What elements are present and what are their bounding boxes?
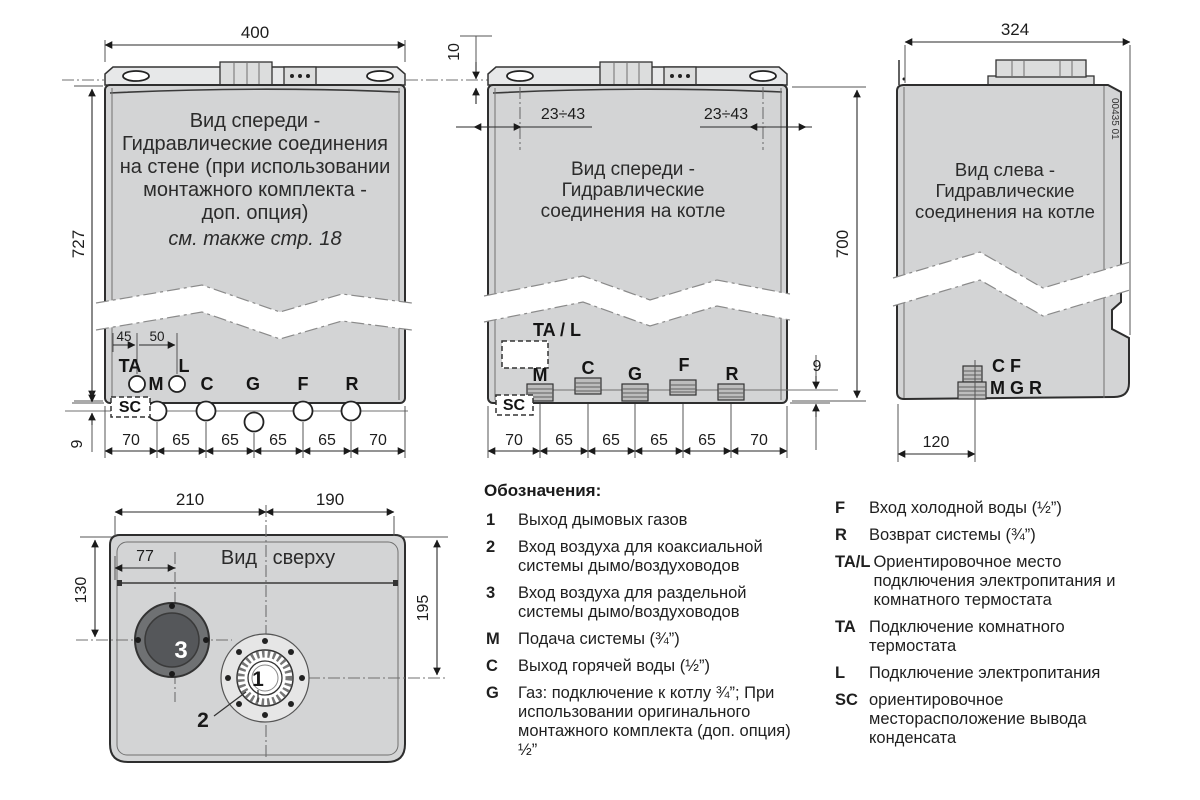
legend-column-2 <box>835 499 1127 756</box>
spacing: 65 <box>172 432 190 449</box>
pipe-stub-r <box>718 384 744 400</box>
legend-text: Ориентировочное место подключения электропитания и комнатного термостата <box>873 553 1116 609</box>
label-f: F <box>678 355 690 375</box>
label-r: R <box>725 364 739 384</box>
label-m: M <box>532 365 548 385</box>
title-line: на стене (при использовании <box>119 156 391 178</box>
dim-400: 400 <box>240 23 270 42</box>
hole-l <box>169 376 185 392</box>
dim-slot-right: 23÷43 <box>703 106 749 123</box>
legend-text: Вход воздуха для раздельной системы дымо/воздуховодов <box>518 584 747 621</box>
label-r: R <box>345 374 359 394</box>
label-sc: SC <box>118 399 142 416</box>
dim-10: 10 <box>446 43 463 61</box>
legend-text: Подключение электропитания <box>869 664 1101 682</box>
title-line: соединения на котле <box>540 201 726 222</box>
air-intake-3 <box>135 603 209 677</box>
label-f: F <box>297 374 309 394</box>
title-line: Вид слева - <box>954 159 1056 180</box>
title-line: монтажного комплекта - <box>143 179 367 201</box>
spacing: 65 <box>698 432 716 449</box>
label-tal: TA / L <box>533 320 581 340</box>
legend-column-1 <box>486 511 796 768</box>
legend-text: Вход воздуха для коаксиальной системы дымо/воздуховодов <box>518 538 763 575</box>
view-left-side <box>893 20 1130 462</box>
pipe-stub-upper <box>963 366 982 382</box>
bracket-slot-right <box>367 71 393 81</box>
spacing: 70 <box>750 432 768 449</box>
spacing: 70 <box>369 432 387 449</box>
legend-text: Выход дымовых газов <box>518 511 688 529</box>
legend-item <box>486 657 796 676</box>
dim-130: 130 <box>73 576 90 604</box>
label-c: C <box>200 374 214 394</box>
spacing: 70 <box>122 432 140 449</box>
view-top <box>73 490 448 762</box>
pipe-stub-c <box>575 378 601 394</box>
marker-3: 3 <box>174 637 188 664</box>
drawing-code: 00435 01 <box>1109 98 1120 140</box>
label-g: G <box>245 374 261 394</box>
legend-item <box>835 499 1127 518</box>
title-left-side <box>897 159 1113 222</box>
spacing: 65 <box>221 432 239 449</box>
spacing: 65 <box>555 432 573 449</box>
legend-key: R <box>835 526 847 544</box>
dim-45: 45 <box>116 329 132 344</box>
title-line: доп. опция) <box>201 202 309 224</box>
legend-item <box>835 526 1127 545</box>
spacing: 65 <box>269 432 287 449</box>
label-mgr: M G R <box>990 378 1042 398</box>
legend-item <box>486 511 796 530</box>
title-line: Гидравлические соединения <box>121 133 389 155</box>
hole-ta <box>129 376 145 392</box>
legend-key: M <box>486 630 500 648</box>
legend-text: Газ: подключение к котлу ¾”; При использовании оригинального монтажного комплекта (доп. опция) ½” <box>518 684 791 759</box>
legend-key: L <box>835 664 846 682</box>
legend-key: TA/L <box>835 553 871 571</box>
flue-collar <box>600 62 696 85</box>
dim-700: 700 <box>833 229 852 259</box>
dim-77: 77 <box>136 548 154 565</box>
tal-box <box>502 341 548 368</box>
bracket-slot-left <box>507 71 533 81</box>
marker-2: 2 <box>197 709 209 732</box>
legend-key: TA <box>835 618 856 636</box>
legend-item <box>486 684 796 760</box>
label-sc: SC <box>502 397 526 414</box>
legend-item <box>835 664 1127 683</box>
title-top-view: Вид сверху <box>220 547 336 569</box>
bracket-slot-right <box>750 71 776 81</box>
label-l: L <box>178 356 190 376</box>
flue-collar <box>220 62 316 85</box>
title-line: Гидравлические <box>935 180 1075 201</box>
legend-heading: Обозначения: <box>484 481 602 500</box>
legend-key: G <box>486 684 499 702</box>
legend-key: 1 <box>486 511 496 529</box>
legend-text: Возврат системы (¾”) <box>869 526 1036 544</box>
legend-item <box>835 618 1127 656</box>
pipe-stub-g <box>622 384 648 401</box>
hole-c <box>197 402 216 421</box>
legend-text: ориентировочное месторасположение вывода конденсата <box>869 691 1087 747</box>
title-line: Вид спереди - <box>570 159 696 180</box>
legend-text: Подключение комнатного термостата <box>869 618 1065 655</box>
title-line: Вид спереди - <box>189 110 321 132</box>
legend-key: F <box>835 499 846 517</box>
bracket-slot-left <box>123 71 149 81</box>
legend-text: Вход холодной воды (½”) <box>869 499 1062 517</box>
legend-key: 2 <box>486 538 496 556</box>
spacing: 65 <box>318 432 336 449</box>
label-g: G <box>627 364 643 384</box>
dim-slot-left: 23÷43 <box>540 106 586 123</box>
label-c: C <box>581 358 595 378</box>
pipe-stub-f <box>670 380 696 395</box>
hole-r <box>342 402 361 421</box>
spacing: 65 <box>650 432 668 449</box>
pipe-stub-lower <box>958 382 986 399</box>
dim-120: 120 <box>922 434 950 451</box>
see-also-note: см. также стр. 18 <box>168 228 342 250</box>
legend-text: Подача системы (¾”) <box>518 630 680 648</box>
legend-key: C <box>486 657 498 675</box>
legend-text: Выход горячей воды (½”) <box>518 657 710 675</box>
dim-210: 210 <box>175 490 205 509</box>
dim-727: 727 <box>69 229 88 259</box>
marker-1: 1 <box>252 668 264 691</box>
title-front-boiler <box>500 159 766 222</box>
dim-50: 50 <box>149 329 165 344</box>
dim-195: 195 <box>415 594 432 622</box>
label-cf: C F <box>992 356 1021 376</box>
title-line: соединения на котле <box>915 201 1095 222</box>
label-ta: TA <box>118 356 142 376</box>
boiler-body-side <box>897 85 1129 399</box>
view-front-boiler <box>446 36 866 458</box>
title-line: Гидравлические <box>561 180 705 201</box>
legend-item <box>486 584 796 622</box>
hole-g <box>245 413 264 432</box>
dim-9-right: 9 <box>812 358 822 375</box>
flue-flange-1 <box>221 634 309 722</box>
spacing: 65 <box>602 432 620 449</box>
legend-item <box>835 691 1127 748</box>
spacing: 70 <box>505 432 523 449</box>
hole-f <box>294 402 313 421</box>
dim-9-left: 9 <box>69 439 86 449</box>
legend-key: SC <box>835 691 858 709</box>
legend-item <box>486 630 796 649</box>
title-front-wall <box>110 110 400 251</box>
dim-324: 324 <box>1000 20 1030 39</box>
legend-item <box>486 538 796 576</box>
legend-key: 3 <box>486 584 496 602</box>
legend-item <box>835 553 1127 610</box>
dim-190: 190 <box>315 490 345 509</box>
label-m: M <box>148 374 164 394</box>
